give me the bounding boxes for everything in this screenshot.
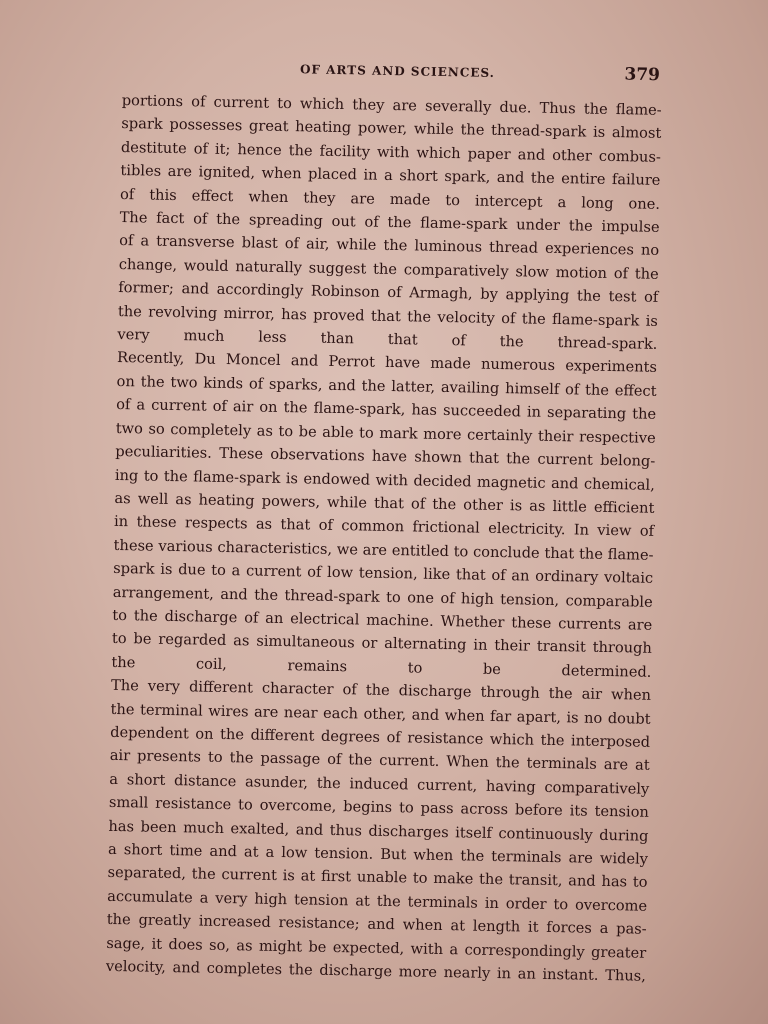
page-header [130,55,660,95]
paragraph-1: portions of current to which they are severally due. Thus the flame- spark possesses great heating power, while the thread-spark is almost destitute of it; hence the facility with which paper and other combus- tibles are ignited, when placed in a short spark, and the entire failure of this effect when they are made to intercept a long one. [119,91,662,213]
paragraph-4: The very different character of the discharge through the air when the terminal wires are near each other, and when far apart, is no doubt dependent on the different degrees of resistance which the interposed air presents to the passage of the current. When the terminals are at a short distance asunder, the induced current, having comparatively small resistance to overcome, begins to pass across before its tension has been much exalted, and thus discharges itself continuously during a short time and at a low tension. But when the terminals are widely separated, the current is at first unable to make the transit, and has to accumulate a very high tension at the terminals in order to overcome the greatly increased resistance; and when at length it forces a pas- sage, it does so, as might be expected, with a correspondingly greater velocity, and completes the discharge more nearly in an instant. Thus, [105,677,652,985]
paragraph-3: Recently, Du Moncel and Perrot have made numerous experiments on the two kinds of sparks, and the latter, availing himself of the effect of a current of air on the flame-spark, has succeeded in separating the two so completely as to be able to mark more certainly their respective peculiarities. These observations have shown that the current belong- ing to the flame-spark is endowed with decided magnetic and chemical, as well as heating powers, while that of the other is as little efficient in these respects as that of common frictional electricity. In view of these various characteristics, we are entitled to conclude that the flame- spark is due to a current of low tension, like that of an ordinary voltaic arrangement, and the thread-spark to one of high tension, comparable to the discharge of an electrical machine. Whether these currents are to be regarded as simultaneous or alternating in their transit through the coil, remains to be determined. [111,349,658,681]
body-text [106,89,662,988]
paragraph-2: The fact of the spreading out of the flame-spark under the impulse of a transverse blast of air, while the luminous thread experiences no change, would naturally suggest the comparatively slow motion of the former; and accordingly Robinson of Armagh, by applying the test of the revolving mirror, has proved that the velocity of the flame-spark is very much less than that of the thread-spark. [117,209,660,353]
page-number: 379 [624,64,661,86]
running-head: OF ARTS AND SCIENCES. [299,62,496,81]
